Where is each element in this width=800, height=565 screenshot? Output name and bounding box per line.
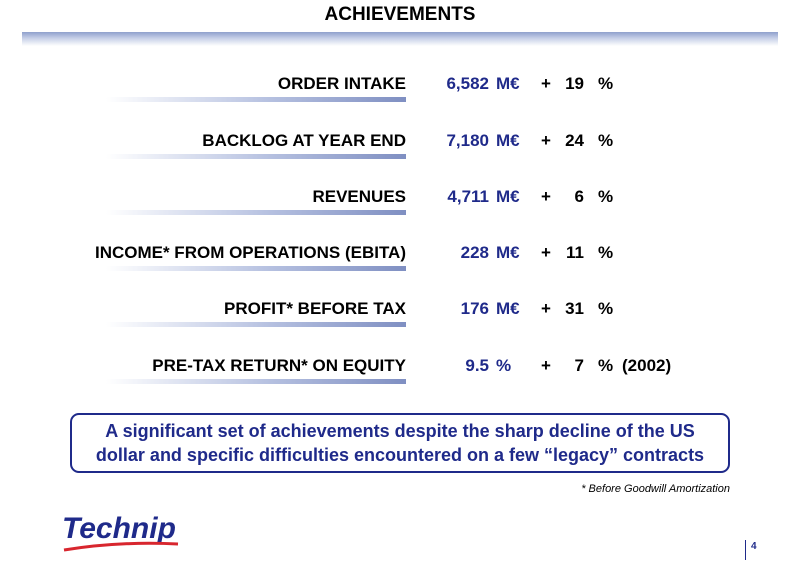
metric-label: ORDER INTAKE — [277, 74, 406, 93]
metric-row-order-intake — [0, 74, 800, 104]
metric-unit: M€ — [496, 299, 520, 318]
change-sign: + — [541, 243, 551, 262]
svg-text:Technip: Technip — [62, 512, 176, 545]
metric-label: PROFIT* BEFORE TAX — [224, 299, 406, 318]
metric-label: BACKLOG AT YEAR END — [202, 131, 406, 150]
change-percent-symbol: % — [598, 187, 614, 206]
metric-row-profit-before-tax — [0, 299, 800, 329]
metric-underline — [106, 154, 406, 159]
change-percent-symbol: % — [598, 131, 614, 150]
summary-callout: A significant set of achievements despite the sharp decline of the US dollar and specific difficulties encountered on a few “legacy” contracts — [70, 413, 730, 473]
metric-unit: M€ — [496, 74, 520, 93]
title-divider — [22, 32, 778, 46]
change-sign: + — [541, 74, 551, 93]
metric-underline — [106, 322, 406, 327]
change-value: 24 — [565, 131, 584, 150]
metric-value: 6,582 — [446, 74, 489, 93]
slide-title: ACHIEVEMENTS — [324, 4, 476, 25]
change-sign: + — [541, 299, 551, 318]
metric-row-backlog — [0, 131, 800, 161]
metric-underline — [106, 379, 406, 384]
metric-unit: M€ — [496, 187, 520, 206]
change-value: 7 — [574, 356, 584, 375]
change-percent-symbol: % — [598, 299, 614, 318]
metric-unit: M€ — [496, 243, 520, 262]
change-value: 31 — [565, 299, 584, 318]
change-sign: + — [541, 131, 551, 150]
metric-unit: % — [496, 356, 512, 375]
metric-unit: M€ — [496, 131, 520, 150]
metric-label: PRE-TAX RETURN* ON EQUITY — [152, 356, 406, 375]
change-percent-symbol: % — [598, 74, 614, 93]
technip-logo — [60, 508, 185, 558]
page-number-divider — [745, 540, 746, 560]
metric-value: 7,180 — [446, 131, 489, 150]
change-percent-symbol: % — [598, 356, 614, 375]
metric-row-ebita — [0, 243, 800, 273]
metric-underline — [106, 266, 406, 271]
metric-row-revenues — [0, 187, 800, 217]
page-number: 4 — [751, 541, 757, 552]
metric-note: (2002) — [622, 356, 672, 375]
change-percent-symbol: % — [598, 243, 614, 262]
metric-value: 4,711 — [447, 187, 489, 206]
footnote: * Before Goodwill Amortization — [581, 483, 730, 495]
metric-label: INCOME* FROM OPERATIONS (EBITA) — [94, 243, 406, 262]
change-value: 19 — [565, 74, 584, 93]
metric-underline — [106, 210, 406, 215]
metric-value: 9.5 — [465, 356, 489, 375]
metric-label: REVENUES — [312, 187, 406, 206]
metric-value: 228 — [460, 243, 489, 262]
change-sign: + — [541, 356, 551, 375]
change-sign: + — [541, 187, 551, 206]
metric-underline — [106, 97, 406, 102]
change-value: 6 — [574, 187, 584, 206]
metric-value: 176 — [460, 299, 489, 318]
metric-row-return-on-equity — [0, 356, 800, 386]
change-value: 11 — [566, 243, 584, 262]
